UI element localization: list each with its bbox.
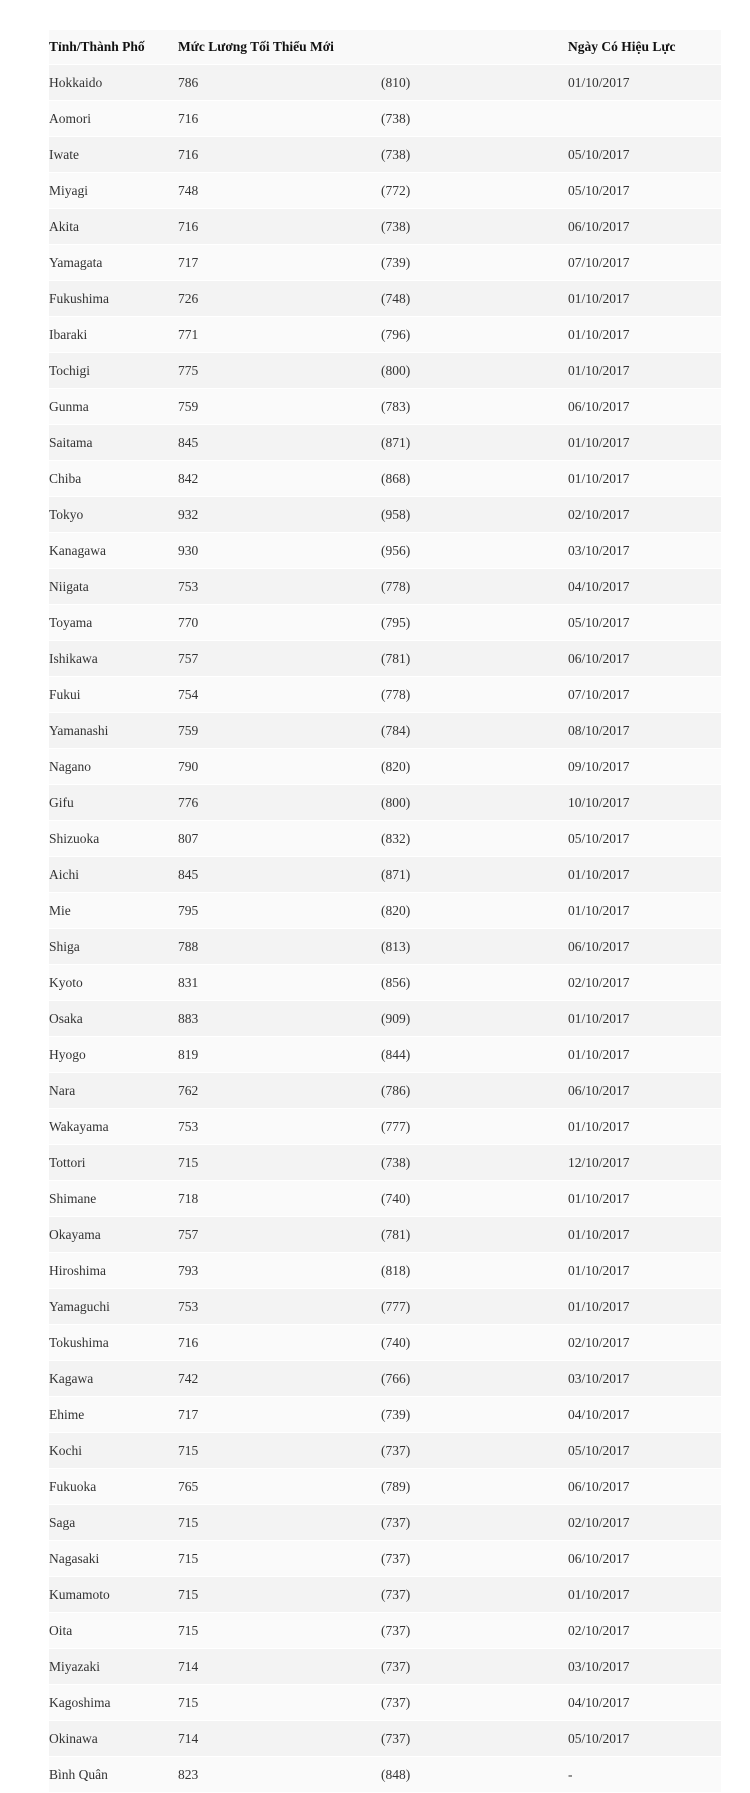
province-cell: Niigata (49, 569, 178, 605)
previous-wage-cell: (856) (381, 965, 568, 1001)
effective-date-cell: - (568, 1757, 721, 1793)
min-wage-cell: 717 (178, 245, 381, 281)
previous-wage-cell: (738) (381, 101, 568, 137)
effective-date-cell: 01/10/2017 (568, 857, 721, 893)
table-row (49, 209, 721, 245)
province-cell: Saga (49, 1505, 178, 1541)
table-row (49, 461, 721, 497)
header-min-wage: Mức Lương Tối Thiểu Mới (178, 30, 381, 65)
effective-date-cell: 05/10/2017 (568, 821, 721, 857)
previous-wage-cell: (739) (381, 245, 568, 281)
effective-date-cell: 01/10/2017 (568, 1253, 721, 1289)
effective-date-cell: 01/10/2017 (568, 1289, 721, 1325)
minimum-wage-table (49, 30, 721, 1793)
previous-wage-cell: (789) (381, 1469, 568, 1505)
previous-wage-cell: (848) (381, 1757, 568, 1793)
table-row (49, 65, 721, 101)
min-wage-cell: 726 (178, 281, 381, 317)
province-cell: Kanagawa (49, 533, 178, 569)
effective-date-cell: 10/10/2017 (568, 785, 721, 821)
previous-wage-cell: (738) (381, 209, 568, 245)
effective-date-cell: 01/10/2017 (568, 461, 721, 497)
table-row (49, 677, 721, 713)
header-effective-date: Ngày Có Hiệu Lực (568, 30, 721, 65)
province-cell: Fukuoka (49, 1469, 178, 1505)
min-wage-cell: 776 (178, 785, 381, 821)
effective-date-cell: 06/10/2017 (568, 641, 721, 677)
table-row (49, 605, 721, 641)
previous-wage-cell: (737) (381, 1541, 568, 1577)
effective-date-cell: 02/10/2017 (568, 497, 721, 533)
effective-date-cell: 05/10/2017 (568, 1721, 721, 1757)
previous-wage-cell: (738) (381, 1145, 568, 1181)
previous-wage-cell: (783) (381, 389, 568, 425)
min-wage-cell: 717 (178, 1397, 381, 1433)
previous-wage-cell: (796) (381, 317, 568, 353)
table-row (49, 1433, 721, 1469)
min-wage-cell: 831 (178, 965, 381, 1001)
previous-wage-cell: (748) (381, 281, 568, 317)
min-wage-cell: 762 (178, 1073, 381, 1109)
min-wage-cell: 795 (178, 893, 381, 929)
province-cell: Kumamoto (49, 1577, 178, 1613)
min-wage-cell: 753 (178, 1289, 381, 1325)
table-row (49, 533, 721, 569)
table-row (49, 1469, 721, 1505)
table-row (49, 1073, 721, 1109)
min-wage-cell: 845 (178, 425, 381, 461)
province-cell: Tottori (49, 1145, 178, 1181)
effective-date-cell: 12/10/2017 (568, 1145, 721, 1181)
table-row (49, 1109, 721, 1145)
header-blank (381, 30, 568, 65)
province-cell: Nara (49, 1073, 178, 1109)
province-cell: Nagasaki (49, 1541, 178, 1577)
table-header (49, 30, 721, 65)
min-wage-cell: 718 (178, 1181, 381, 1217)
previous-wage-cell: (778) (381, 569, 568, 605)
province-cell: Fukushima (49, 281, 178, 317)
effective-date-cell: 07/10/2017 (568, 245, 721, 281)
previous-wage-cell: (810) (381, 65, 568, 101)
effective-date-cell: 01/10/2017 (568, 1577, 721, 1613)
table-row (49, 1037, 721, 1073)
previous-wage-cell: (737) (381, 1505, 568, 1541)
table-row (49, 1325, 721, 1361)
effective-date-cell: 06/10/2017 (568, 209, 721, 245)
previous-wage-cell: (737) (381, 1685, 568, 1721)
min-wage-cell: 716 (178, 137, 381, 173)
table-row (49, 1253, 721, 1289)
province-cell: Oita (49, 1613, 178, 1649)
min-wage-cell: 771 (178, 317, 381, 353)
table-row (49, 749, 721, 785)
min-wage-cell: 715 (178, 1613, 381, 1649)
previous-wage-cell: (832) (381, 821, 568, 857)
min-wage-cell: 716 (178, 1325, 381, 1361)
province-cell: Fukui (49, 677, 178, 713)
effective-date-cell: 05/10/2017 (568, 137, 721, 173)
table-row (49, 1289, 721, 1325)
previous-wage-cell: (786) (381, 1073, 568, 1109)
effective-date-cell: 06/10/2017 (568, 929, 721, 965)
previous-wage-cell: (871) (381, 425, 568, 461)
province-cell: Ehime (49, 1397, 178, 1433)
min-wage-cell: 715 (178, 1577, 381, 1613)
min-wage-cell: 883 (178, 1001, 381, 1037)
province-cell: Tokyo (49, 497, 178, 533)
effective-date-cell: 01/10/2017 (568, 353, 721, 389)
province-cell: Bình Quân (49, 1757, 178, 1793)
header-row (49, 30, 721, 65)
previous-wage-cell: (737) (381, 1721, 568, 1757)
province-cell: Osaka (49, 1001, 178, 1037)
previous-wage-cell: (737) (381, 1433, 568, 1469)
province-cell: Toyama (49, 605, 178, 641)
previous-wage-cell: (766) (381, 1361, 568, 1397)
table-row (49, 857, 721, 893)
previous-wage-cell: (818) (381, 1253, 568, 1289)
header-province: Tỉnh/Thành Phố (49, 30, 178, 65)
province-cell: Nagano (49, 749, 178, 785)
min-wage-cell: 748 (178, 173, 381, 209)
previous-wage-cell: (958) (381, 497, 568, 533)
min-wage-cell: 819 (178, 1037, 381, 1073)
effective-date-cell: 01/10/2017 (568, 1217, 721, 1253)
min-wage-cell: 715 (178, 1505, 381, 1541)
previous-wage-cell: (795) (381, 605, 568, 641)
min-wage-cell: 775 (178, 353, 381, 389)
province-cell: Miyagi (49, 173, 178, 209)
province-cell: Kyoto (49, 965, 178, 1001)
effective-date-cell: 01/10/2017 (568, 893, 721, 929)
table-row (49, 101, 721, 137)
effective-date-cell: 01/10/2017 (568, 281, 721, 317)
province-cell: Akita (49, 209, 178, 245)
previous-wage-cell: (871) (381, 857, 568, 893)
previous-wage-cell: (800) (381, 353, 568, 389)
effective-date-cell: 07/10/2017 (568, 677, 721, 713)
province-cell: Yamaguchi (49, 1289, 178, 1325)
province-cell: Shimane (49, 1181, 178, 1217)
effective-date-cell: 05/10/2017 (568, 173, 721, 209)
effective-date-cell: 03/10/2017 (568, 1649, 721, 1685)
effective-date-cell (568, 101, 721, 137)
effective-date-cell: 08/10/2017 (568, 713, 721, 749)
table-row (49, 281, 721, 317)
min-wage-cell: 757 (178, 1217, 381, 1253)
province-cell: Iwate (49, 137, 178, 173)
province-cell: Ibaraki (49, 317, 178, 353)
min-wage-cell: 715 (178, 1145, 381, 1181)
effective-date-cell: 02/10/2017 (568, 1325, 721, 1361)
min-wage-cell: 753 (178, 1109, 381, 1145)
min-wage-cell: 845 (178, 857, 381, 893)
effective-date-cell: 01/10/2017 (568, 65, 721, 101)
previous-wage-cell: (781) (381, 1217, 568, 1253)
province-cell: Ishikawa (49, 641, 178, 677)
min-wage-cell: 932 (178, 497, 381, 533)
table-row (49, 929, 721, 965)
table-row (49, 1649, 721, 1685)
effective-date-cell: 04/10/2017 (568, 1397, 721, 1433)
effective-date-cell: 01/10/2017 (568, 317, 721, 353)
effective-date-cell: 01/10/2017 (568, 1037, 721, 1073)
min-wage-cell: 790 (178, 749, 381, 785)
table-row (49, 1541, 721, 1577)
table-row (49, 1361, 721, 1397)
province-cell: Wakayama (49, 1109, 178, 1145)
table-row (49, 173, 721, 209)
effective-date-cell: 06/10/2017 (568, 1073, 721, 1109)
previous-wage-cell: (739) (381, 1397, 568, 1433)
table-row (49, 1721, 721, 1757)
table-row (49, 821, 721, 857)
table-row (49, 1397, 721, 1433)
wage-table-container (49, 30, 721, 1793)
previous-wage-cell: (777) (381, 1289, 568, 1325)
table-row (49, 245, 721, 281)
table-row (49, 389, 721, 425)
province-cell: Chiba (49, 461, 178, 497)
effective-date-cell: 01/10/2017 (568, 1001, 721, 1037)
previous-wage-cell: (800) (381, 785, 568, 821)
min-wage-cell: 754 (178, 677, 381, 713)
effective-date-cell: 06/10/2017 (568, 1541, 721, 1577)
effective-date-cell: 01/10/2017 (568, 425, 721, 461)
min-wage-cell: 757 (178, 641, 381, 677)
province-cell: Tokushima (49, 1325, 178, 1361)
previous-wage-cell: (820) (381, 893, 568, 929)
table-row (49, 713, 721, 749)
previous-wage-cell: (772) (381, 173, 568, 209)
table-row (49, 137, 721, 173)
province-cell: Okayama (49, 1217, 178, 1253)
effective-date-cell: 04/10/2017 (568, 1685, 721, 1721)
province-cell: Yamanashi (49, 713, 178, 749)
effective-date-cell: 03/10/2017 (568, 533, 721, 569)
effective-date-cell: 06/10/2017 (568, 1469, 721, 1505)
table-row (49, 1505, 721, 1541)
table-row (49, 1685, 721, 1721)
province-cell: Kochi (49, 1433, 178, 1469)
province-cell: Aichi (49, 857, 178, 893)
table-row (49, 641, 721, 677)
previous-wage-cell: (813) (381, 929, 568, 965)
previous-wage-cell: (784) (381, 713, 568, 749)
effective-date-cell: 03/10/2017 (568, 1361, 721, 1397)
province-cell: Tochigi (49, 353, 178, 389)
table-row (49, 1145, 721, 1181)
province-cell: Shizuoka (49, 821, 178, 857)
previous-wage-cell: (956) (381, 533, 568, 569)
province-cell: Miyazaki (49, 1649, 178, 1685)
province-cell: Shiga (49, 929, 178, 965)
previous-wage-cell: (820) (381, 749, 568, 785)
province-cell: Hyogo (49, 1037, 178, 1073)
min-wage-cell: 930 (178, 533, 381, 569)
previous-wage-cell: (781) (381, 641, 568, 677)
min-wage-cell: 759 (178, 713, 381, 749)
province-cell: Okinawa (49, 1721, 178, 1757)
min-wage-cell: 714 (178, 1721, 381, 1757)
min-wage-cell: 765 (178, 1469, 381, 1505)
previous-wage-cell: (740) (381, 1325, 568, 1361)
effective-date-cell: 01/10/2017 (568, 1109, 721, 1145)
table-row (49, 1577, 721, 1613)
table-row (49, 965, 721, 1001)
effective-date-cell: 02/10/2017 (568, 965, 721, 1001)
min-wage-cell: 715 (178, 1541, 381, 1577)
min-wage-cell: 714 (178, 1649, 381, 1685)
min-wage-cell: 842 (178, 461, 381, 497)
previous-wage-cell: (740) (381, 1181, 568, 1217)
province-cell: Hiroshima (49, 1253, 178, 1289)
province-cell: Gunma (49, 389, 178, 425)
effective-date-cell: 02/10/2017 (568, 1505, 721, 1541)
table-row (49, 1001, 721, 1037)
previous-wage-cell: (737) (381, 1613, 568, 1649)
table-row (49, 317, 721, 353)
province-cell: Kagoshima (49, 1685, 178, 1721)
table-row (49, 353, 721, 389)
province-cell: Saitama (49, 425, 178, 461)
province-cell: Yamagata (49, 245, 178, 281)
previous-wage-cell: (868) (381, 461, 568, 497)
previous-wage-cell: (844) (381, 1037, 568, 1073)
previous-wage-cell: (777) (381, 1109, 568, 1145)
province-cell: Hokkaido (49, 65, 178, 101)
province-cell: Gifu (49, 785, 178, 821)
min-wage-cell: 716 (178, 209, 381, 245)
min-wage-cell: 715 (178, 1433, 381, 1469)
province-cell: Kagawa (49, 1361, 178, 1397)
table-row (49, 497, 721, 533)
table-row (49, 1613, 721, 1649)
province-cell: Mie (49, 893, 178, 929)
effective-date-cell: 01/10/2017 (568, 1181, 721, 1217)
effective-date-cell: 09/10/2017 (568, 749, 721, 785)
min-wage-cell: 753 (178, 569, 381, 605)
table-row (49, 425, 721, 461)
min-wage-cell: 742 (178, 1361, 381, 1397)
table-row (49, 1217, 721, 1253)
min-wage-cell: 807 (178, 821, 381, 857)
previous-wage-cell: (738) (381, 137, 568, 173)
effective-date-cell: 05/10/2017 (568, 605, 721, 641)
min-wage-cell: 759 (178, 389, 381, 425)
table-row (49, 1181, 721, 1217)
min-wage-cell: 823 (178, 1757, 381, 1793)
min-wage-cell: 786 (178, 65, 381, 101)
min-wage-cell: 793 (178, 1253, 381, 1289)
province-cell: Aomori (49, 101, 178, 137)
table-row (49, 785, 721, 821)
previous-wage-cell: (737) (381, 1649, 568, 1685)
table-body (49, 65, 721, 1793)
effective-date-cell: 02/10/2017 (568, 1613, 721, 1649)
previous-wage-cell: (778) (381, 677, 568, 713)
effective-date-cell: 04/10/2017 (568, 569, 721, 605)
min-wage-cell: 715 (178, 1685, 381, 1721)
effective-date-cell: 05/10/2017 (568, 1433, 721, 1469)
previous-wage-cell: (737) (381, 1577, 568, 1613)
min-wage-cell: 716 (178, 101, 381, 137)
min-wage-cell: 788 (178, 929, 381, 965)
table-row (49, 893, 721, 929)
previous-wage-cell: (909) (381, 1001, 568, 1037)
table-row (49, 1757, 721, 1793)
effective-date-cell: 06/10/2017 (568, 389, 721, 425)
table-row (49, 569, 721, 605)
min-wage-cell: 770 (178, 605, 381, 641)
